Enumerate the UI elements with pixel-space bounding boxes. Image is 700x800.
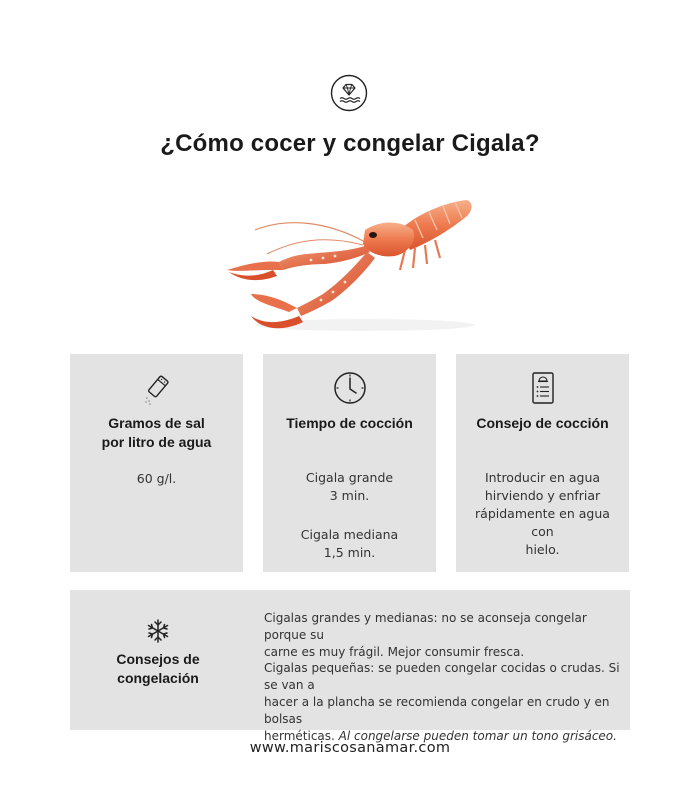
website-url[interactable]: www.mariscosanamar.com <box>249 740 451 756</box>
freezing-large-medium-text: Cigalas grandes y medianas: no se aconseja congelar porque su carne es muy frágil. Mejor consumir fresca. <box>264 611 587 659</box>
langoustine-image <box>215 190 485 340</box>
clock-icon <box>332 370 368 406</box>
snowflake-icon <box>145 618 171 644</box>
large-time: Cigala grande 3 min. <box>305 470 394 503</box>
cooking-tip-card <box>456 354 629 572</box>
salt-shaker-icon <box>139 370 175 406</box>
salt-amount: 60 g/l. <box>136 471 177 486</box>
page-title: ¿Cómo cocer y congelar Cigala? <box>160 130 540 157</box>
salt-heading: Gramos de sal por litro de agua <box>101 415 212 450</box>
cooking-tip-heading: Consejo de cocción <box>476 415 609 431</box>
cooking-tip-text: Introducir en agua hirviendo y enfriar rápidamente en agua con hielo. <box>475 470 610 557</box>
freezing-tips-panel <box>70 590 630 743</box>
salt-card <box>70 354 243 572</box>
recipe-card-icon <box>525 370 561 406</box>
cooking-time-heading: Tiempo de cocción <box>286 415 413 431</box>
cooking-time-card <box>263 354 436 572</box>
freezing-heading: Consejos de congelación <box>116 651 200 686</box>
medium-time: Cigala mediana 1,5 min. <box>300 527 399 560</box>
freezing-small-text: Cigalas pequeñas: se pueden congelar cocidas o crudas. Si se van a hacer a la plancha se recomienda congelar en crudo y en bolsas herméticas. Al congelarse pueden tomar un tono grisáceo. <box>264 661 620 743</box>
diamond-waves-logo-icon <box>330 74 368 112</box>
